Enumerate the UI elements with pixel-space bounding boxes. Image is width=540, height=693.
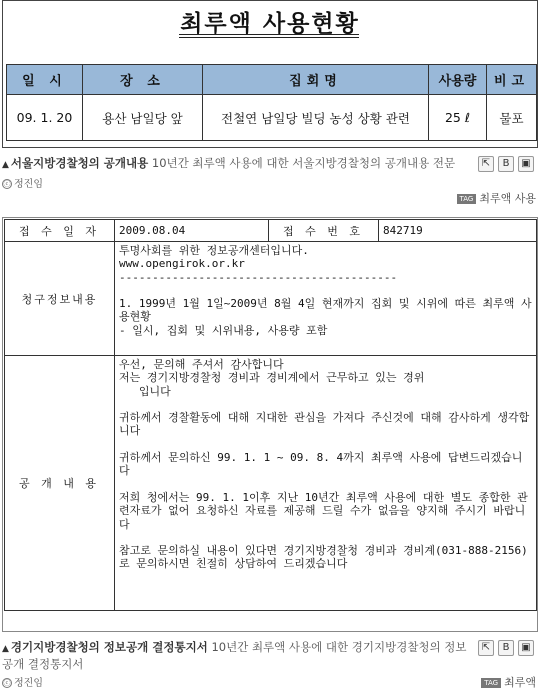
disclosure-document [4,219,537,611]
caption-1-tag-text: 최루액 사용 [479,192,536,205]
caption-1-text [2,156,538,173]
request-content [115,242,537,356]
share-icon[interactable]: ▣ [518,156,534,172]
caption-2-actions [478,640,534,656]
caption-2-author-row [2,674,538,689]
header-datetime: 일 시 [7,65,83,95]
copyright-icon: ⓒ [3,180,11,188]
title-underline [179,34,359,35]
title-underline-2 [179,37,359,38]
receipt-number-label: 접 수 번 호 [269,220,379,242]
tag-icon: TAG [481,678,501,688]
usage-table-image[interactable] [2,0,538,148]
caption-1 [2,156,538,205]
request-label: 청구정보내용 [5,242,115,356]
expand-icon[interactable]: ⇱ [478,640,494,656]
header-note: 비고 [487,65,537,95]
cell-place: 용산 남일당 앞 [83,95,203,141]
header-place: 장 소 [83,65,203,95]
document-row-request [5,242,537,356]
received-date-value: 2009.08.04 [115,220,269,242]
received-date-label: 접 수 일 자 [5,220,115,242]
copyright-icon: ⓒ [3,679,11,687]
usage-table-header [7,65,537,95]
caption-2-title: 경기지방경찰청의 정보공개 결정통지서 [10,640,208,654]
table-row [7,95,537,141]
caption-1-actions [478,156,534,172]
receipt-number-value: 842719 [379,220,537,242]
cell-rally: 전철연 남일당 빌딩 농성 상황 관련 [203,95,429,141]
header-amount: 사용량 [429,65,487,95]
caption-1-author[interactable]: 정진임 [14,179,43,190]
caption-2-tag-text: 최루액 [504,676,536,689]
caption-1-title: 서울지방경찰청의 공개내용 [10,156,149,170]
disclosure-content [115,356,537,611]
blog-icon[interactable]: B [498,156,514,172]
cell-amount: 25 ℓ [429,95,487,141]
caption-1-tag[interactable] [457,190,536,206]
caption-1-author-row [2,175,538,190]
disclosure-text: 우선, 문의해 주셔서 감사합니다 저는 경기지방경찰청 경비과 경비계에서 근무하고 있는 경위 입니다 귀하께서 경찰활동에 대해 지대한 관심을 가져다 주신것에 대해 감사하게 생각합니다 귀하께서 문의하신 99. 1. 1 ~ 09. 8. 4까지 최루액 사용에 답변드리겠습니다 저희 청에서는 99. 1. 1이후 지난 10년간 최루액 사용에 대한 별도 종합한 관련자료가 없어 요청하신 자료를 제공해 드릴 수가 없음을 양지해 주시기 바랍니다 참고로 문의하실 내용이 있다면 경기지방경찰청 경비과 경비계(031-888-2156)로 문의하시면 친절히 상담하여 드리겠습니다 [119,358,530,571]
usage-table [6,64,537,141]
disclosure-document-image[interactable] [2,217,538,632]
header-rally: 집회명 [203,65,429,95]
caption-2-tag[interactable] [481,674,536,690]
request-text: 투명사회를 위한 정보공개센터입니다. www.opengirok.or.kr ------------------------------------------ 1. 1999년 1월 1일~2009년 8월 4일 현재까지 집회 및 시위에 따른 최루액 사용현황 - 일시, 집회 및 시위내용, 사용량 포함 [119,244,532,337]
caption-triangle-icon: ▲ [2,160,9,170]
caption-triangle-icon: ▲ [2,644,9,654]
caption-2 [2,640,538,689]
caption-2-text [2,640,538,672]
expand-icon[interactable]: ⇱ [478,156,494,172]
blog-icon[interactable]: B [498,640,514,656]
tag-icon: TAG [457,194,477,204]
document-row-disclosure [5,356,537,611]
caption-1-desc: 10년간 최루액 사용에 대한 서울지방경찰청의 공개내용 전문 [151,156,456,170]
cell-note: 물포 [487,95,537,141]
caption-2-author[interactable]: 정진임 [14,678,43,689]
disclosure-label: 공 개 내 용 [5,356,115,611]
usage-table-title: 최루액 사용현황 [180,10,360,37]
share-icon[interactable]: ▣ [518,640,534,656]
caption-2-desc: 10년간 최루액 사용에 대한 경기지방경찰청의 정보공개 결정통지서 [2,640,467,671]
document-row-receipt [5,220,537,242]
cell-datetime: 09. 1. 20 [7,95,83,141]
